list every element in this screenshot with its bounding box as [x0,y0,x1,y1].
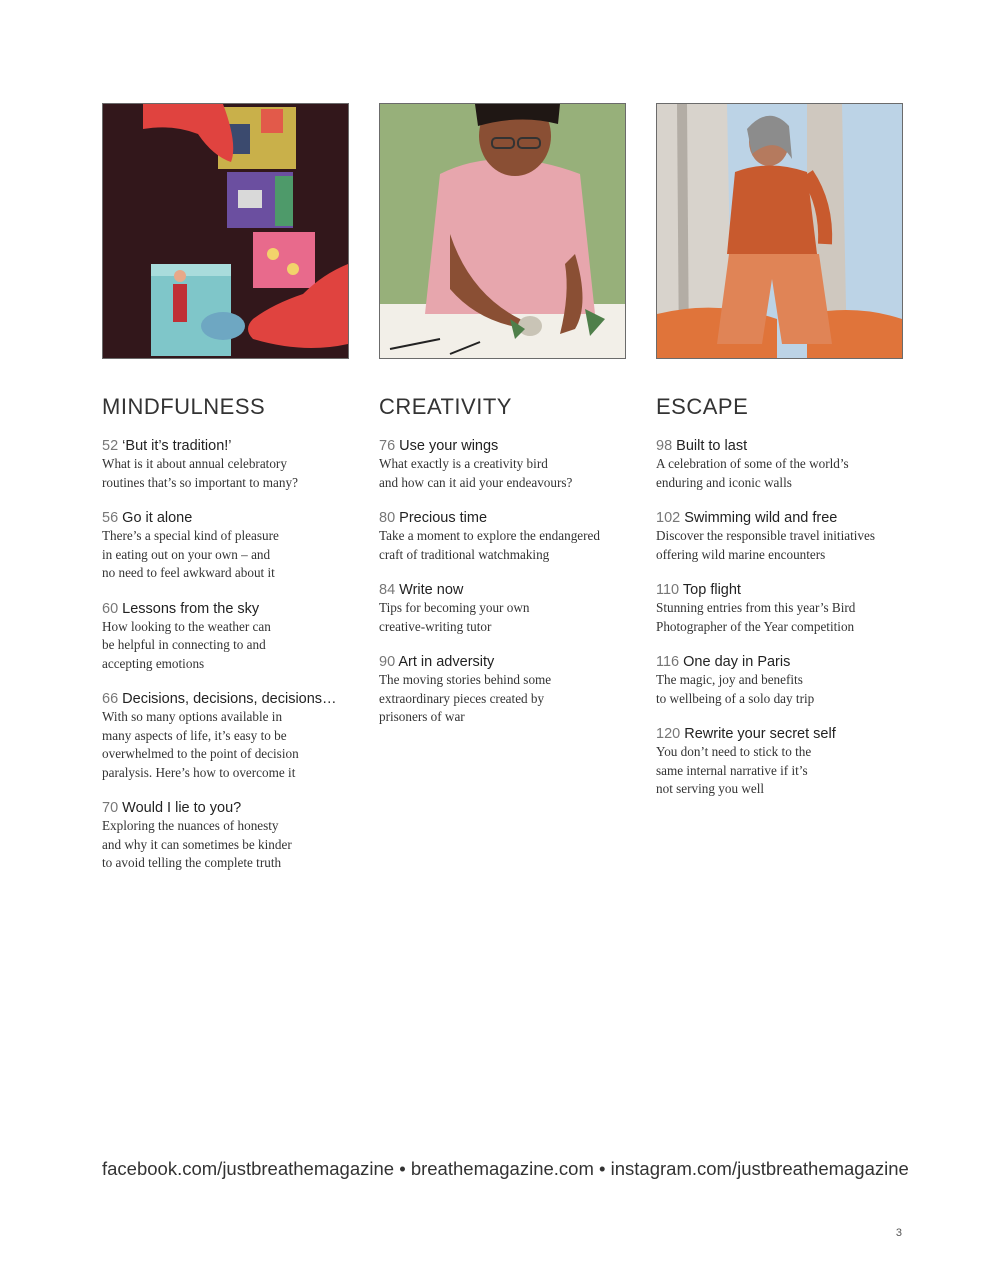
article-description: Stunning entries from this year’s Bird Photographer of the Year competition [656,600,856,634]
article-title: One day in Paris [683,654,791,670]
list-item[interactable] [656,725,903,799]
list-item[interactable] [379,653,626,727]
list-item[interactable] [379,581,626,636]
list-item[interactable] [656,437,903,492]
article-title: Art in adversity [398,654,495,670]
page-number: 66 [102,691,119,707]
article-description: Tips for becoming your own creative-writing tutor [379,600,530,634]
entry-list [102,437,349,873]
page-number: 76 [379,438,396,454]
escape-illustration [656,103,903,359]
page-number: 80 [379,510,396,526]
article-description: Discover the responsible travel initiatives offering wild marine encounters [656,528,875,562]
list-item[interactable] [102,690,349,782]
article-description: You don’t need to stick to the same internal narrative if it’s not serving you well [656,744,812,796]
list-item[interactable] [102,600,349,674]
article-title: Swimming wild and free [684,510,838,526]
section-title: ESCAPE [656,394,749,419]
column-mindfulness [102,103,349,873]
article-title: Would I lie to you? [122,800,242,816]
article-description: How looking to the weather can be helpful in connecting to and accepting emotions [102,618,271,671]
footer-links[interactable]: facebook.com/justbreathemagazine • breathemagazine.com • instagram.com/justbreathemagazine [102,1158,909,1179]
article-title: Rewrite your secret self [684,726,836,742]
article-title: ‘But it’s tradition!’ [122,438,232,454]
mindfulness-illustration [102,103,349,359]
list-item[interactable] [102,509,349,583]
entry-list [379,437,626,727]
page-number-footer: 3 [895,1227,902,1239]
column-escape [656,103,903,799]
article-description: The moving stories behind some extraordinary pieces created by prisoners of war [379,672,552,724]
page-number: 98 [656,438,673,454]
page-number: 90 [379,654,396,670]
article-title: Decisions, decisions, decisions… [122,691,337,707]
list-item[interactable] [379,509,626,564]
page-number: 116 [656,654,680,670]
page-number: 56 [102,510,119,526]
section-title: CREATIVITY [379,394,512,419]
article-description: The magic, joy and benefits to wellbeing of a solo day trip [656,672,815,706]
list-item[interactable] [102,437,349,492]
article-description: What is it about annual celebratory routines that’s so important to many? [102,456,298,490]
article-title: Top flight [682,582,741,598]
page-number: 52 [102,438,119,454]
article-description: There’s a special kind of pleasure in eating out on your own – and no need to feel awkward about it [102,528,279,580]
page-number: 60 [102,600,119,617]
list-item[interactable] [102,799,349,873]
article-description: Take a moment to explore the endangered craft of traditional watchmaking [379,528,600,562]
list-item[interactable] [656,581,903,636]
article-title: Write now [399,582,464,598]
list-item[interactable] [656,509,903,564]
list-item[interactable] [656,653,903,708]
creativity-illustration [379,103,626,359]
page-number: 120 [656,726,681,742]
page-number: 102 [656,510,681,526]
article-description: A celebration of some of the world’s enduring and iconic walls [656,456,849,490]
article-description: With so many options available in many aspects of life, it’s easy to be overwhelmed to the point of decision paralysis. Here’s how to overcome it [102,709,299,780]
page-number: 110 [656,582,680,598]
page-number: 70 [102,800,119,816]
article-description: Exploring the nuances of honesty and why it can sometimes be kinder to avoid telling the complete truth [102,818,292,870]
entry-list [656,437,903,799]
article-title: Precious time [399,510,488,526]
article-title: Go it alone [122,510,193,526]
article-title: Built to last [676,438,748,454]
article-description: What exactly is a creativity bird and how can it aid your endeavours? [379,456,573,490]
section-title: MINDFULNESS [102,394,266,419]
article-title: Lessons from the sky [122,600,260,617]
column-creativity [379,103,626,727]
article-title: Use your wings [399,438,499,454]
list-item[interactable] [379,437,626,492]
page-number: 84 [379,582,396,598]
